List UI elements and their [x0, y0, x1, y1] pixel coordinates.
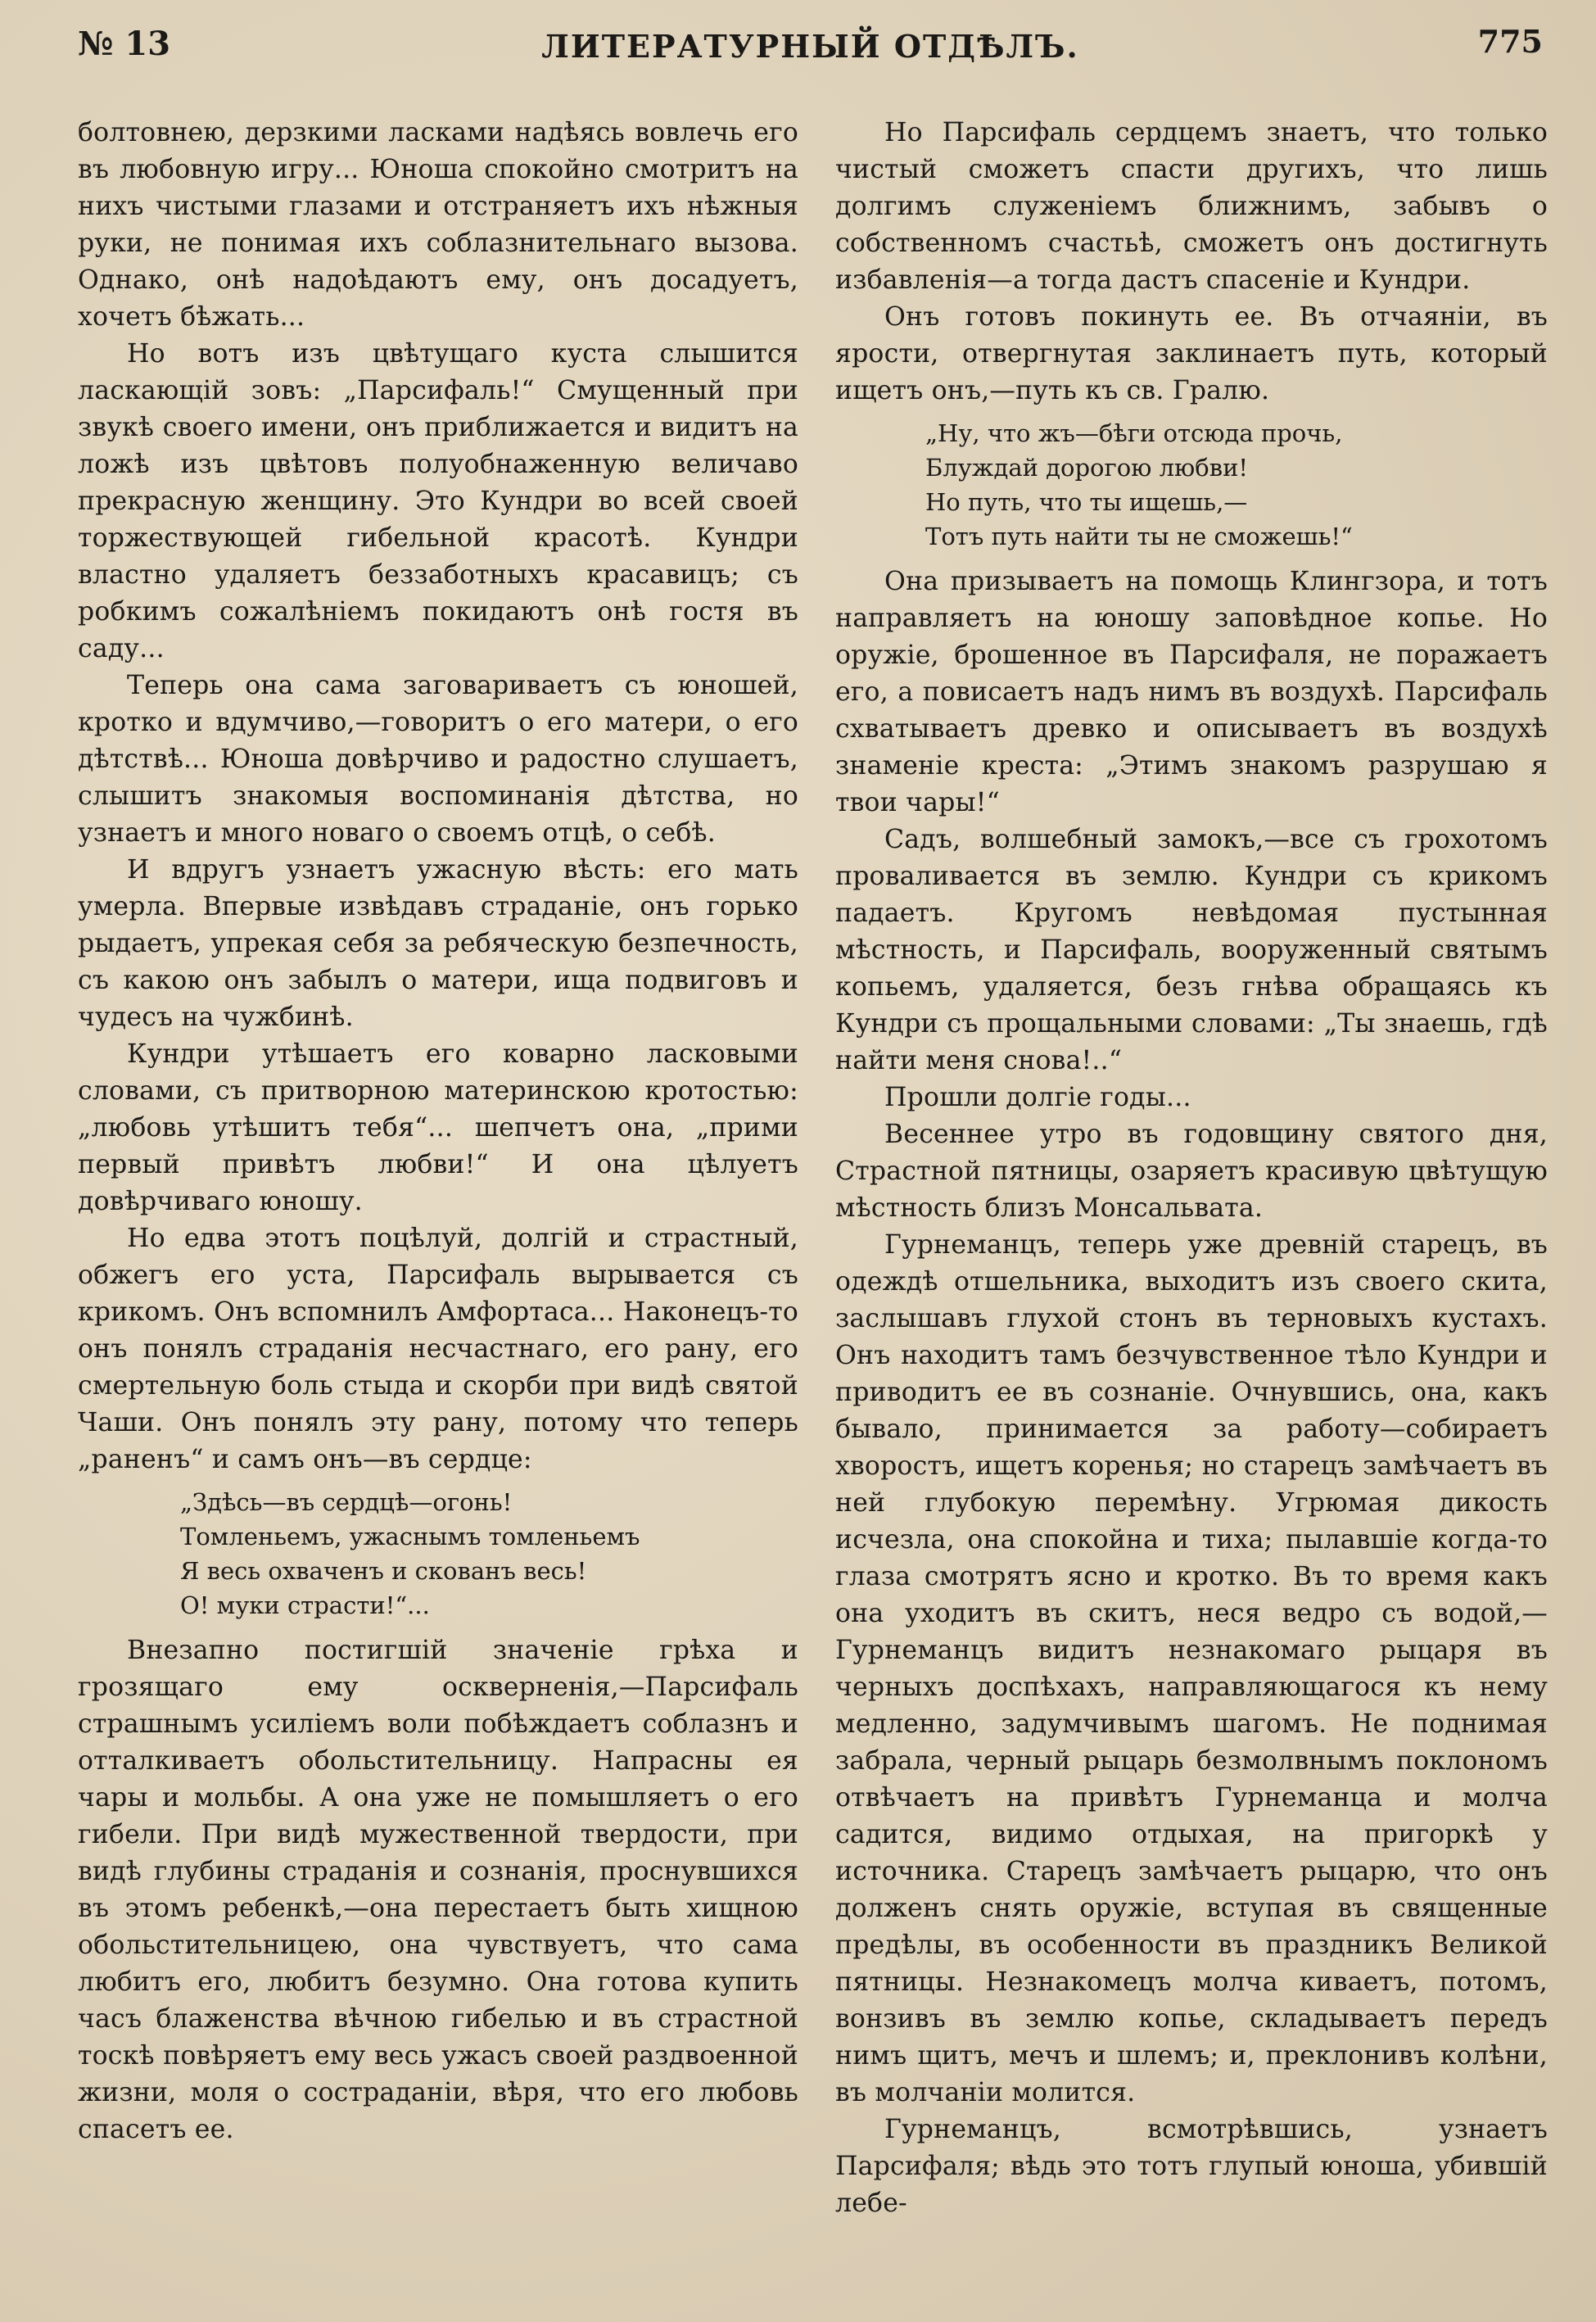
verse-line: „Здѣсь—въ сердцѣ—огонь! [180, 1488, 513, 1516]
paragraph: Садъ, волшебный замокъ,—все съ грохотомъ проваливается въ землю. Кундри съ крикомъ падаетъ. Кругомъ невѣдомая пустынная мѣстность, и Парсифаль, вооруженный святымъ копьемъ, удаляется, безъ гнѣва обращаясь къ Кундри съ прощальными словами: „Ты знаешь, гдѣ найти меня снова!..“ [835, 825, 1548, 1075]
verse-line: Блуждай дорогою любви! [925, 454, 1249, 482]
verse-line: „Ну, что жъ—бѣги отсюда прочь, [925, 419, 1343, 447]
verse-line: О! муки страсти!“... [180, 1591, 430, 1619]
verse-line: Но путь, что ты ищешь,— [925, 488, 1248, 516]
paragraph: Прошли долгіе годы... [884, 1083, 1191, 1112]
paragraph: Онъ готовъ покинуть ее. Въ отчаяніи, въ ярости, отвергнутая заклинаетъ путь, который ищетъ онъ,—путь къ св. Гралю. [835, 302, 1548, 405]
verse-quote [78, 1485, 798, 1623]
issue-number: № 13 [78, 25, 171, 63]
paragraph: И вдругъ узнаетъ ужасную вѣсть: его мать умерла. Впервые извѣдавъ страданіе, онъ горько рыдаетъ, упрекая себя за ребяческую безпечность, съ какою онъ забылъ о матери, ища подвиговъ и чудесъ на чужбинѣ. [78, 855, 798, 1032]
paragraph: Кундри утѣшаетъ его коварно ласковыми словами, съ притворною материнскою кротостью: „любовь утѣшитъ тебя“... шепчетъ она, „прими первый привѣтъ любви!“ И она цѣлуетъ довѣрчиваго юношу. [78, 1039, 798, 1216]
paragraph: Она призываетъ на помощь Клингзора, и тотъ направляетъ на юношу заповѣдное копье. Но оружіе, брошенное въ Парсифаля, не поражаетъ его, а повисаетъ надъ нимъ въ воздухѣ. Парсифаль схватываетъ древко и описываетъ въ воздухѣ знаменіе креста: „Этимъ знакомъ разрушаю я твои чары!“ [835, 567, 1548, 817]
verse-quote [835, 416, 1548, 554]
paragraph: Но вотъ изъ цвѣтущаго куста слышится ласкающій зовъ: „Парсифаль!“ Смущенный при звукѣ своего имени, онъ приближается и видитъ на ложѣ изъ цвѣтовъ полуобнаженную величаво прекрасную женщину. Это Кундри во всей своей торжествующей гибельной красотѣ. Кундри властно удаляетъ беззаботныхъ красавицъ; съ робкимъ сожалѣніемъ покидаютъ онѣ гостя въ саду... [78, 339, 798, 663]
verse-line: Томленьемъ, ужаснымъ томленьемъ [180, 1523, 640, 1550]
paragraph: Гурнеманцъ, теперь уже древній старецъ, въ одеждѣ отшельника, выходитъ изъ своего скита, заслышавъ глухой стонъ въ терновыхъ кустахъ. Онъ находитъ тамъ безчувственное тѣло Кундри и приводитъ ее въ сознаніе. Очнувшись, она, какъ бывало, принимается за работу—собираетъ хворостъ, ищетъ коренья; но старецъ замѣчаетъ въ ней глубокую перемѣну. Угрюмая дикость исчезла, она спокойна и тиха; пылавшіе когда-то глаза смотрятъ ясно и кротко. Въ то время какъ она уходитъ въ скитъ, неся ведро съ водой,—Гурнеманцъ видитъ незнакомаго рыцаря въ черныхъ доспѣхахъ, направляющагося къ нему медленно, задумчивымъ шагомъ. Не поднимая забрала, черный рыцарь безмолвнымъ поклономъ отвѣчаетъ на привѣтъ Гурнеманца и молча садится, видимо отдыхая, на пригоркѣ у источника. Старецъ замѣчаетъ рыцарю, что онъ долженъ снять оружіе, вступая въ священные предѣлы, въ особенности въ праздникъ Великой пятницы. Незнакомецъ молча киваетъ, потомъ, вонзивъ въ землю копье, складываетъ передъ нимъ щитъ, мечъ и шлемъ; и, преклонивъ колѣни, въ молчаніи молится. [835, 1230, 1548, 2107]
paragraph: Теперь она сама заговариваетъ съ юношей, кротко и вдумчиво,—говоритъ о его матери, о его дѣтствѣ... Юноша довѣрчиво и радостно слушаетъ, слышитъ знакомыя воспоминанія дѣтства, но узнаетъ и много новаго о своемъ отцѣ, о себѣ. [78, 671, 798, 848]
paragraph: болтовнею, дерзкими ласками надѣясь вовлечь его въ любовную игру... Юноша спокойно смотритъ на нихъ чистыми глазами и отстраняетъ ихъ нѣжныя руки, не понимая ихъ соблазнительнаго вызова. Однако, онѣ надоѣдаютъ ему, онъ досадуетъ, хочетъ бѣжать... [78, 118, 798, 332]
left-column [78, 115, 798, 2148]
section-title: ЛИТЕРАТУРНЫЙ ОТДѢЛЪ. [541, 28, 1079, 65]
paragraph: Гурнеманцъ, всмотрѣвшись, узнаетъ Парсифаля; вѣдь это тотъ глупый юноша, убившій лебе- [835, 2115, 1548, 2218]
paragraph: Внезапно постигшій значеніе грѣха и грозящаго ему оскверненія,—Парсифаль страшнымъ усиліемъ воли побѣждаетъ соблазнъ и отталкиваетъ обольстительницу. Напрасны ея чары и мольбы. А она уже не помышляетъ о его гибели. При видѣ мужественной твердости, при видѣ глубины страданія и сознанія, проснувшихся въ этомъ ребенкѣ,—она перестаетъ быть хищною обольстительницею, она чувствуетъ, что сама любитъ его, любитъ безумно. Она готова купить часъ блаженства вѣчною гибелью и въ страстной тоскѣ повѣряетъ ему весь ужасъ своей раздвоенной жизни, моля о состраданіи, вѣря, что его любовь спасетъ ее. [78, 1636, 798, 2144]
paragraph: Но едва этотъ поцѣлуй, долгій и страстный, обжегъ его уста, Парсифаль вырывается съ крикомъ. Онъ вспомнилъ Амфортаса... Наконецъ-то онъ понялъ страданія несчастнаго, его рану, его смертельную боль стыда и скорби при видѣ святой Чаши. Онъ понялъ эту рану, потому что теперь „раненъ“ и самъ онъ—въ сердце: [78, 1224, 798, 1474]
paragraph: Весеннее утро въ годовщину святого дня, Страстной пятницы, озаряетъ красивую цвѣтущую мѣстность близъ Монсальвата. [835, 1120, 1548, 1223]
paragraph: Но Парсифаль сердцемъ знаетъ, что только чистый сможетъ спасти другихъ, что лишь долгимъ служеніемъ ближнимъ, забывъ о собственномъ счастьѣ, сможетъ онъ достигнуть избавленія—а тогда дастъ спасеніе и Кундри. [835, 118, 1548, 295]
verse-line: Тотъ путь найти ты не сможешь!“ [925, 523, 1353, 550]
verse-line: Я весь охваченъ и скованъ весь! [180, 1557, 587, 1585]
right-column [835, 115, 1548, 2222]
page-number: 775 [1477, 23, 1543, 60]
page-header [78, 25, 1543, 82]
